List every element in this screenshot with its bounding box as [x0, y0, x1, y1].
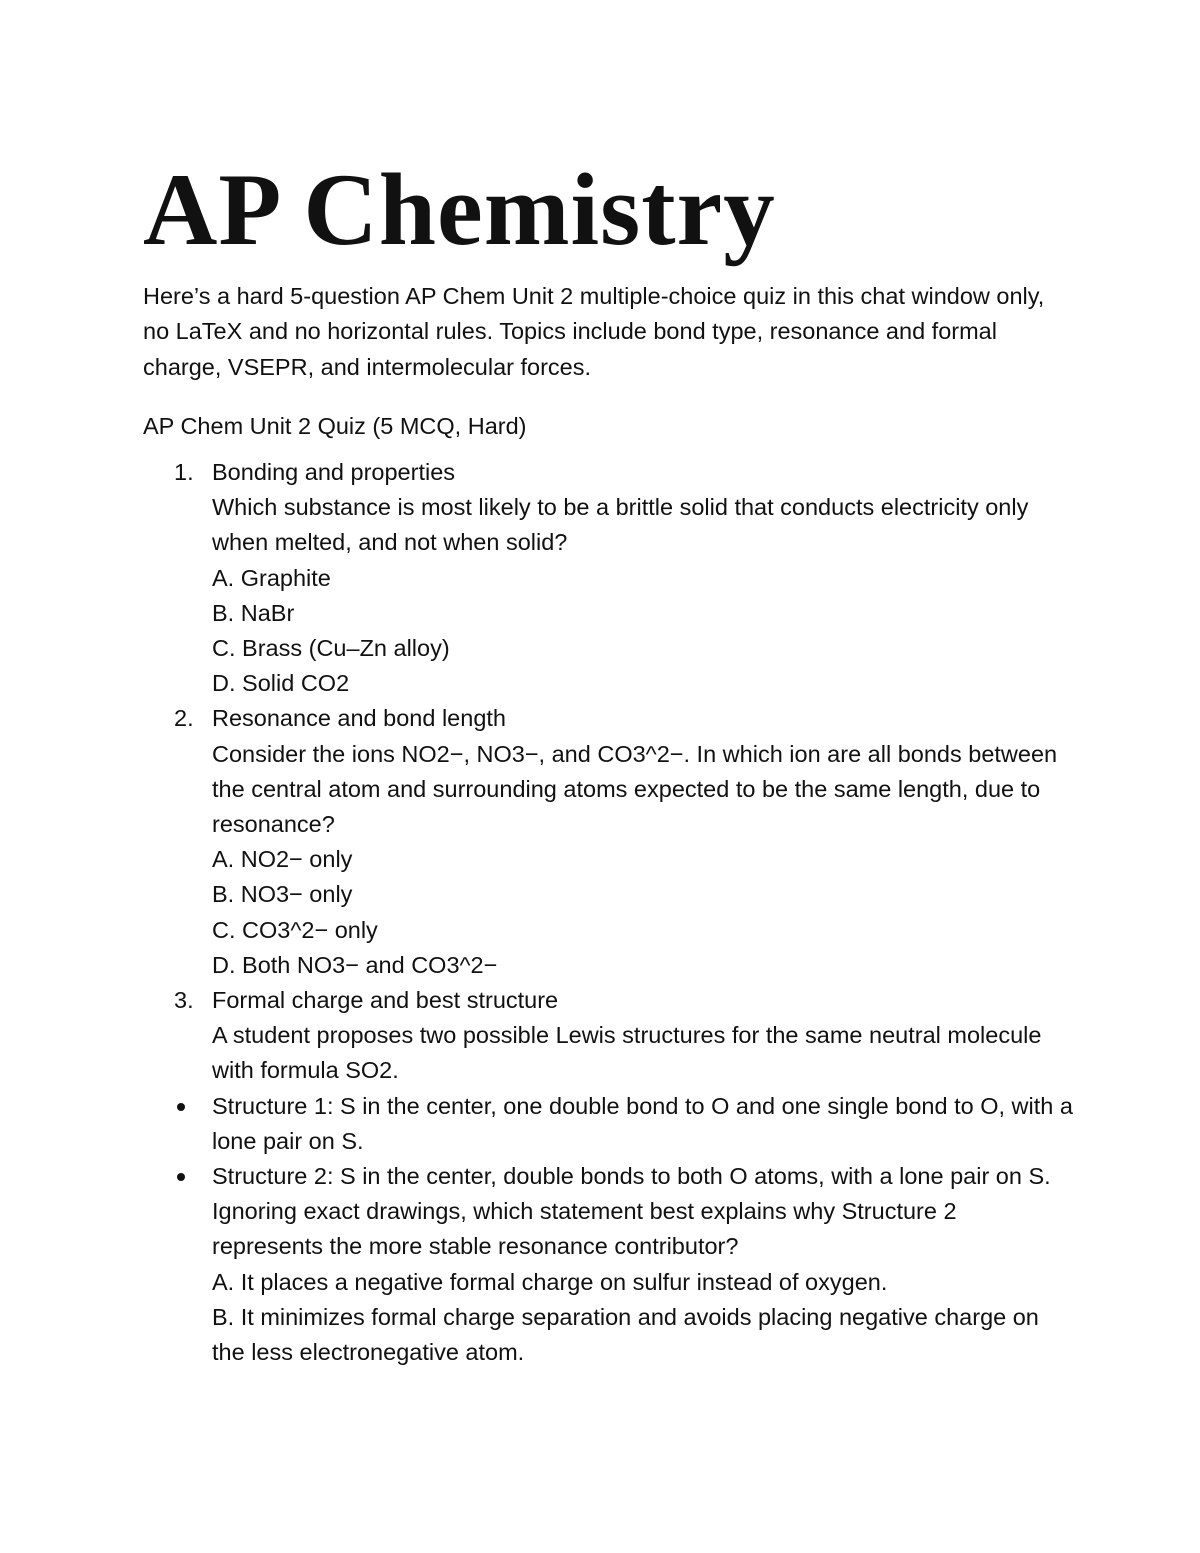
document-title: AP Chemistry [143, 153, 776, 267]
question-stem: Consider the ions NO2−, NO3−, and CO3^2−. In which ion are all bonds between the central atom and surrounding atoms expected to be the same length, due to resonance? [212, 740, 1058, 838]
bullet-text: Structure 2: S in the center, double bonds to both O atoms, with a lone pair on S. [212, 1163, 1051, 1190]
bullet-text: Structure 1: S in the center, one double bond to O and one single bond to O, with a lone pair on S. [212, 1092, 1073, 1154]
question-topic: Formal charge and best structure [212, 987, 559, 1014]
bullet-item [143, 1089, 1073, 1159]
answer-option: B. NaBr [212, 599, 295, 626]
question-number: 2. [174, 705, 194, 732]
answer-option: A. It places a negative formal charge on sulfur instead of oxygen. [212, 1268, 888, 1295]
answer-option: B. It minimizes formal charge separation and avoids placing negative charge on the less electronegative atom. [212, 1303, 1039, 1366]
question-number: 3. [174, 987, 194, 1014]
answer-option: A. NO2− only [212, 846, 353, 873]
question-number: 1. [174, 459, 194, 485]
question-stem: A student proposes two possible Lewis structures for the same neutral molecule with formula SO2. [212, 1022, 1042, 1084]
answer-option: A. Graphite [212, 564, 331, 591]
answer-option: D. Solid CO2 [212, 670, 350, 697]
question-3 [143, 983, 1073, 1089]
quiz-body [143, 455, 1073, 1370]
bullet-icon [177, 1173, 185, 1181]
question-stem: Which substance is most likely to be a brittle solid that conducts electricity only when melted, and not when solid? [212, 494, 1029, 556]
question-prompt: Ignoring exact drawings, which statement best explains why Structure 2 represents the more stable resonance contributor? [212, 1198, 957, 1260]
bullet-icon [177, 1103, 185, 1111]
answer-option: B. NO3− only [212, 881, 353, 908]
question-2 [143, 701, 1073, 983]
answer-option: C. Brass (Cu–Zn alloy) [212, 635, 450, 662]
bullet-item [143, 1159, 1073, 1370]
question-topic: Resonance and bond length [212, 705, 506, 732]
quiz-heading: AP Chem Unit 2 Quiz (5 MCQ, Hard) [143, 413, 527, 439]
intro-paragraph: Here’s a hard 5-question AP Chem Unit 2 multiple-choice quiz in this chat window only, no LaTeX and no horizontal rules. Topics include bond type, resonance and formal charge, VSEPR, and intermolecular forces. [143, 283, 1045, 380]
question-topic: Bonding and properties [212, 459, 456, 485]
question-1 [143, 455, 1073, 701]
answer-option: D. Both NO3− and CO3^2− [212, 951, 498, 978]
answer-option: C. CO3^2− only [212, 916, 378, 943]
